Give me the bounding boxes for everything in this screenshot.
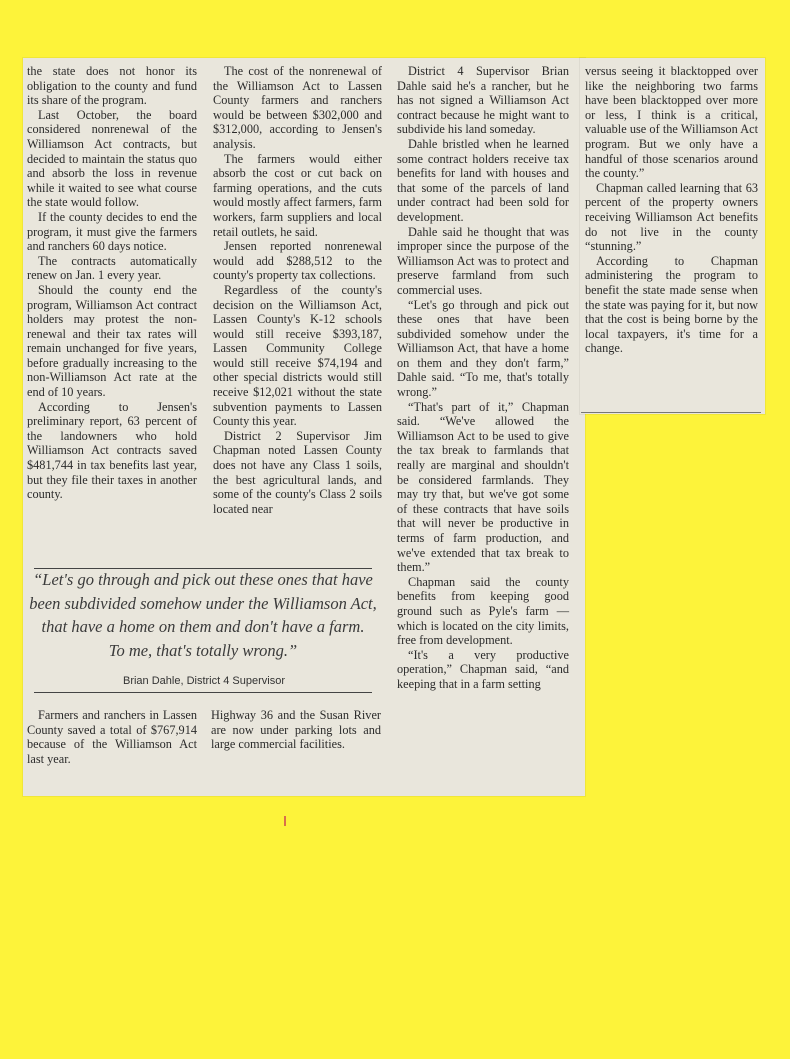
pull-quote-line: that have a home on them and don't have a farm. xyxy=(41,617,365,636)
paragraph: According to Jensen's preliminary report, 63 percent of the landowners who hold Williamson Act contracts saved $481,744 in tax benefits last year, but they file their taxes in another county. xyxy=(27,399,197,502)
paragraph: Jensen reported nonrenewal would add $288,512 to the county's property tax collections. xyxy=(213,239,382,283)
pull-quote-line: “Let's go through and pick out these ones that have xyxy=(33,570,373,589)
paragraph: District 4 Supervisor Brian Dahle said he's a rancher, but he has not signed a Williamson Act contract because he might want to subdivide his land someday. xyxy=(397,64,569,137)
pull-quote-line: been subdivided somehow under the Williamson Act, xyxy=(29,593,377,613)
paragraph: The contracts automatically renew on Jan. 1 every year. xyxy=(27,253,197,283)
pull-quote-line: To me, that's totally wrong.” xyxy=(108,640,298,660)
article-column-2-bottom xyxy=(211,708,381,752)
paragraph: Last October, the board considered nonrenewal of the Williamson Act contracts, but decided to maintain the status quo and absorb the loss in revenue while it waited to see what course the state would follow. xyxy=(27,107,197,210)
paragraph: Chapman called learning that 63 percent of the property owners receiving Williamson Act benefits do not live in the county “stunning.” xyxy=(585,180,758,254)
paragraph: According to Chapman administering the program to benefit the state made sense when the state was paying for it, but now that the cost is being borne by the local taxpayers, it's time for a change. xyxy=(585,253,758,356)
paragraph: “That's part of it,” Chapman said. “We've allowed the Williamson Act to be used to give the tax break to farmlands that really are marginal and shouldn't be considered farmlands. They may try that, but we've got some of these contracts that have soils that will never be productive in terms of farm production, and we've extended that tax break to them.” xyxy=(397,399,569,575)
paragraph: District 2 Supervisor Jim Chapman noted Lassen County does not have any Class 1 soils, the best agricultural lands, and some of the county's Class 2 soils located near xyxy=(213,428,382,516)
article-column-3 xyxy=(397,64,569,692)
article-column-1-bottom xyxy=(27,708,197,766)
column-end-rule xyxy=(581,412,761,413)
paragraph: Dahle said he thought that was improper since the purpose of the Williamson Act was to protect and preserve farmland from such commercial uses. xyxy=(397,224,569,297)
pull-quote-bottom-rule xyxy=(34,692,372,693)
paragraph: “It's a very productive operation,” Chapman said, “and keeping that in a farm setting xyxy=(397,647,569,691)
paragraph: the state does not honor its obligation to the county and fund its share of the program. xyxy=(27,64,197,108)
article-column-2 xyxy=(213,64,382,516)
paragraph: Highway 36 and the Susan River are now under parking lots and large commercial facilities. xyxy=(211,708,381,752)
paragraph: Should the county end the program, Williamson Act contract holders may protest the non-renewal and their tax rates will remain unchanged for five years, before gradually increasing to the non-Williamson Act rate at the end of 10 years. xyxy=(27,282,197,400)
paragraph: “Let's go through and pick out these ones that have been subdivided somehow under the Williamson Act, that have a home on them and they don't farm,” Dahle said. “To me, that's totally wrong.” xyxy=(397,297,569,400)
paragraph: Chapman said the county benefits from keeping good ground such as Pyle's farm — which is located on the city limits, free from development. xyxy=(397,574,569,648)
paragraph: versus seeing it blacktopped over like the neighboring two farms have been blacktopped over more or less, I think is a critical, valuable use of the Williamson Act program. But we only have a handful of those scenarios around the county.” xyxy=(585,64,758,181)
paragraph: Farmers and ranchers in Lassen County saved a total of $767,914 because of the Williamson Act last year. xyxy=(27,708,197,766)
pull-quote-attribution: Brian Dahle, District 4 Supervisor xyxy=(122,675,285,687)
paragraph: The farmers would either absorb the cost or cut back on farming operations, and the cuts would mostly affect farmers, farm workers, farm suppliers and local retail outlets, he said. xyxy=(213,151,382,239)
paragraph: Dahle bristled when he learned some contract holders receive tax benefits for land with houses and that some of the parcels of land under contract had been sold for development. xyxy=(397,136,569,224)
paragraph: If the county decides to end the program, it must give the farmers and ranchers 60 days notice. xyxy=(27,209,197,254)
ink-mark xyxy=(284,816,286,826)
pull-quote xyxy=(27,568,379,662)
article-column-1 xyxy=(27,64,197,502)
paragraph: Regardless of the county's decision on the Williamson Act, Lassen County's K-12 schools would still receive $393,187, Lassen Community College would still receive $74,194 and other special districts would still receive $12,021 without the state subvention payments to Lassen County this year. xyxy=(213,282,382,429)
article-column-4 xyxy=(585,64,758,356)
paragraph: The cost of the nonrenewal of the Williamson Act to Lassen County farmers and ranchers would be between $302,000 and $312,000, according to Jensen's analysis. xyxy=(213,64,382,151)
